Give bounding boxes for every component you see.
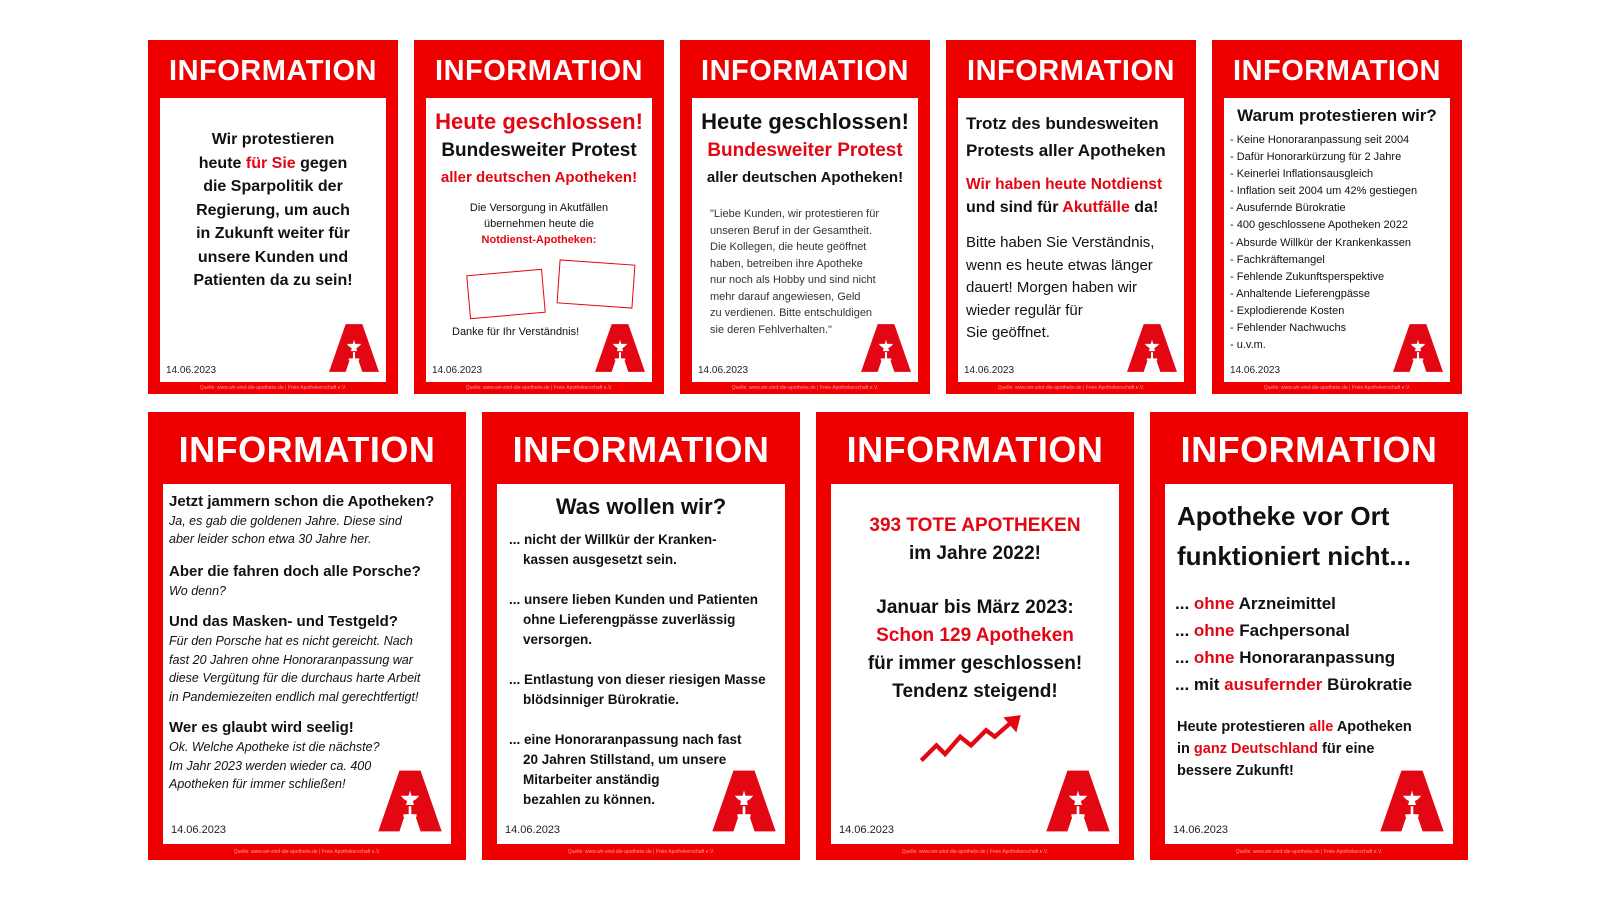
poster-6 [148,412,466,860]
quote-text: "Liebe Kunden, wir protestieren für unseren Beruf in der Gesamtheit. Die Kollegen, die heute geöffnet haben, betreiben ihre Apotheke nur noch als Hobby und sind nicht mehr darauf angewiesen, Geld zu verdienen. Bitte entschuldigen sie deren Fehlverhalten." [710,208,880,336]
poster-date: 14.06.2023 [1173,824,1229,836]
answer: Ja, es gab die goldenen Jahre. Diese sind aber leider schon etwa 30 Jahre her. [169,514,402,546]
goal-item: ... eine Honoraranpassung nach fast 20 Jahren Stillstand, um unsere Mitarbeiter anständig bezahlen zu können. [509,732,742,807]
poster-panel [160,98,386,382]
list-item: ... ohne Fachpersonal [1175,621,1350,640]
pharmacy-a-logo-icon [1379,768,1445,834]
list-item: ... ohne Arzneimittel [1175,594,1336,613]
list-item: - Fehlende Zukunftsperspektive [1230,270,1385,283]
qa-section [169,492,447,794]
poster-date: 14.06.2023 [839,824,895,836]
body-text: Die Versorgung in Akutfällen übernehmen heute die Notdienst-Apotheken: [469,202,609,246]
poster-panel [831,484,1119,844]
poster-panel [1165,484,1453,844]
list-item: - Keine Honoraranpassung seit 2004 [1230,134,1410,146]
notdienst-line: Wir haben heute Notdienst [966,176,1163,193]
poster-source: Quelle: www.wir-sind-die-apotheke.de | Freie Apothekerschaft e.V. [997,385,1145,391]
question: Wer es glaubt wird seelig! [169,719,354,736]
pharmacy-a-logo-icon [1392,322,1444,374]
title-closed: Heute geschlossen! [435,109,643,134]
poster-header: INFORMATION [967,55,1175,87]
poster-2 [414,40,664,394]
list-item: - Explodierende Kosten [1230,304,1345,317]
poster-1 [148,40,398,394]
subtitle: aller deutschen Apotheken! [706,169,904,186]
poster-source: Quelle: www.wir-sind-die-apotheke.de | Freie Apothekerschaft e.V. [901,849,1049,855]
poster-source: Quelle: www.wir-sind-die-apotheke.de | Freie Apothekerschaft e.V. [1263,385,1411,391]
list-item: - Ausufernde Bürokratie [1230,202,1346,215]
goal-item: ... unsere lieben Kunden und Patienten ohne Lieferengpässe zuverlässig versorgen. [509,592,759,647]
poster-source: Quelle: www.wir-sind-die-apotheke.de | Freie Apothekerschaft e.V. [233,849,381,855]
poster-header: INFORMATION [701,55,909,87]
poster-header: INFORMATION [512,429,770,470]
poster-date: 14.06.2023 [1230,365,1281,376]
poster-panel [163,484,451,844]
poster-panel [426,98,652,382]
pharmacy-a-logo-icon [711,768,777,834]
list-item: - 400 geschlossene Apotheken 2022 [1230,219,1408,232]
title: Apotheke vor Ort funktioniert nicht... [1177,501,1411,571]
subtitle: aller deutschen Apotheken! [440,169,638,186]
address-placeholder-right [557,259,636,308]
title-protest: Bundesweiter Protest [707,140,903,161]
list-item: ... ohne Honoraranpassung [1175,648,1396,667]
poster-date: 14.06.2023 [964,365,1015,376]
period-line: Januar bis März 2023: [876,597,1074,618]
list-item: ... mit ausufernder Bürokratie [1175,675,1413,694]
list-item: - Inflation seit 2004 um 42% gestiegen [1230,185,1418,198]
poster-header: INFORMATION [846,429,1104,470]
poster-3 [680,40,930,394]
akut-line: und sind für Akutfälle da! [966,199,1159,216]
poster-header: INFORMATION [1180,429,1438,470]
poster-5 [1212,40,1462,394]
dead-pharmacies-count: 393 TOTE APOTHEKEN [869,515,1081,536]
rising-trend-arrow-icon [917,712,1025,768]
thanks-text: Danke für Ihr Verständnis! [452,326,580,338]
poster-panel [958,98,1184,382]
answer: Ok. Welche Apotheke ist die nächste? Im Jahr 2023 werden wieder ca. 400 Apotheken für immer schließen! [169,740,380,791]
question: Und das Masken- und Testgeld? [169,613,398,630]
trend-line: Tendenz steigend! [892,681,1058,702]
poster-panel [692,98,918,382]
without-list [1175,590,1449,698]
title-protest: Bundesweiter Protest [441,140,637,161]
list-item: - Keinerlei Inflationsausgleich [1230,168,1374,181]
poster-source: Quelle: www.wir-sind-die-apotheke.de | Freie Apothekerschaft e.V. [1235,849,1383,855]
poster-date: 14.06.2023 [171,824,227,836]
poster-date: 14.06.2023 [432,365,483,376]
pharmacy-a-logo-icon [377,768,443,834]
poster-9 [1150,412,1468,860]
list-title: Warum protestieren wir? [1237,106,1437,125]
poster-panel [1224,98,1450,382]
poster-header: INFORMATION [178,429,436,470]
list-item: - u.v.m. [1230,339,1266,352]
question: Aber die fahren doch alle Porsche? [169,563,421,580]
pharmacy-a-logo-icon [860,322,912,374]
list-item: - Anhaltende Lieferengpässe [1230,287,1371,300]
poster-message: Wir protestieren heute für Sie gegen die Sparpolitik der Regierung, um auch in Zukunft weiter für unsere Kunden und Patienten da zu sein! [193,131,353,289]
poster-date: 14.06.2023 [505,824,561,836]
poster-date: 14.06.2023 [698,365,749,376]
poster-header: INFORMATION [1233,55,1441,87]
poster-panel [497,484,785,844]
poster-7 [482,412,800,860]
closing-text: Heute protestieren alle Apotheken in ganz Deutschland für eine bessere Zukunft! [1177,719,1412,779]
address-placeholder-left [466,269,546,319]
poster-4 [946,40,1196,394]
year-line: im Jahre 2022! [908,543,1042,564]
title-line-2: Protests aller Apotheken [966,141,1166,160]
closed-line: für immer geschlossen! [867,653,1083,674]
poster-header: INFORMATION [435,55,643,87]
reason-list [1230,132,1417,354]
question: Jetzt jammern schon die Apotheken? [169,493,435,510]
poster-source: Quelle: www.wir-sind-die-apotheke.de | Freie Apothekerschaft e.V. [465,385,613,391]
answer: Wo denn? [169,584,226,598]
list-item: - Fachkräftemangel [1230,253,1325,266]
closed-count: Schon 129 Apotheken [876,625,1074,646]
title-line-1: Trotz des bundesweiten [966,114,1159,133]
goal-item: ... nicht der Willkür der Kranken- kassen ausgesetzt sein. [509,532,717,567]
pharmacy-a-logo-icon [594,322,646,374]
list-item: - Fehlender Nachwuchs [1230,322,1347,335]
pharmacy-a-logo-icon [1045,768,1111,834]
poster-source: Quelle: www.wir-sind-die-apotheke.de | Freie Apothekerschaft e.V. [199,385,347,391]
list-item: - Absurde Willkür der Krankenkassen [1230,236,1411,249]
poster-date: 14.06.2023 [166,365,217,376]
list-title: Was wollen wir? [555,494,727,519]
poster-source: Quelle: www.wir-sind-die-apotheke.de | Freie Apothekerschaft e.V. [567,849,715,855]
poster-8 [816,412,1134,860]
list-item: - Dafür Honorarkürzung für 2 Jahre [1230,151,1402,164]
goal-item: ... Entlastung von dieser riesigen Masse blödsinniger Bürokratie. [509,672,766,707]
pharmacy-a-logo-icon [1126,322,1178,374]
poster-source: Quelle: www.wir-sind-die-apotheke.de | Freie Apothekerschaft e.V. [731,385,879,391]
answer: Für den Porsche hat es nicht gereicht. Nach fast 20 Jahren ohne Honoraranpassung war diese Vergütung für die durchaus harte Arbeit in Pandemiezeiten endlich mal gerechtfertigt! [169,634,421,704]
poster-header: INFORMATION [169,55,377,87]
title-closed: Heute geschlossen! [701,109,909,134]
pharmacy-a-logo-icon [328,322,380,374]
body-text: Bitte haben Sie Verständnis, wenn es heute etwas länger dauert! Morgen haben wir wieder regulär für Sie geöffnet. [966,234,1155,341]
